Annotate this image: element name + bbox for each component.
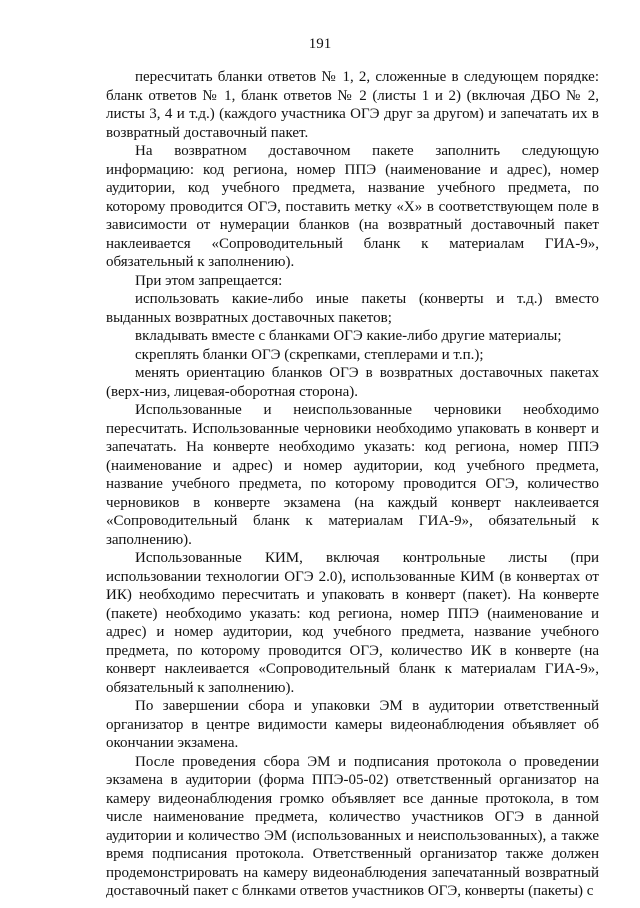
paragraph-prohibitions-heading: При этом запрещается: (135, 272, 283, 289)
paragraph-return-package-info: На возвратном доставочном пакете заполнить следующую информацию: код региона, номер ППЭ (наименование и адрес), номер аудитории, код учебного предмета, название учебного предмета, по которому проводится ОГЭ, поставить метку «X» в соответствующем поле в зависимости от нумерации бланков (на возвратный доставочный пакет наклеивается «Сопроводительный бланк к материалам ГИА-9», обязательный к заполнению). (106, 143, 599, 270)
paragraph-prohibition-staples: скреплять бланки ОГЭ (скрепками, степлерами и т.п.); (135, 346, 484, 363)
paragraph-used-kim: Использованные КИМ, включая контрольные листы (при использовании технологии ОГЭ 2.0), использованные КИМ (в конвертах от ИК) необходимо пересчитать и упаковать в конверт (пакет). На конверте (пакете) необходимо указать: код региона, номер ППЭ (наименование и адрес) и номер аудитории, код учебного предмета, название учебного предмета, по которому проводится ОГЭ, количество ИК в конверте (на конверт наклеивается «Сопроводительный бланк к материалам ГИА-9», обязательный к заполнению). (106, 550, 599, 696)
paragraph-drafts: Использованные и неиспользованные черновики необходимо пересчитать. Использованные черновики необходимо упаковать в конверт и запечатать. На конверте необходимо указать: код региона, номер ППЭ (наименование и адрес) и номер аудитории, код учебного предмета, название учебного предмета, по которому проводится ОГЭ, количество черновиков в конверте экзамена (на каждый конверт наклеивается «Сопроводительный бланк к материалам ГИА-9», обязательный к заполнению). (106, 402, 599, 548)
paragraph-exam-end: По завершении сбора и упаковки ЭМ в аудитории ответственный организатор в центре видимости камеры видеонаблюдения объявляет об окончании экзамена. (106, 698, 599, 751)
paragraph-recount-answer-forms: пересчитать бланки ответов № 1, 2, сложенные в следующем порядке: бланк ответов № 1, бланк ответов № 2 (листы 1 и 2) (включая ДБО № 2, листы 3, 4 и т.д.) (каждого участника ОГЭ друг за другом) и запечатать их в возвратный доставочный пакет. (106, 69, 599, 141)
document-body (106, 68, 599, 901)
paragraph-prohibition-orientation: менять ориентацию бланков ОГЭ в возвратных доставочных пакетах (верх-низ, лицевая-оборотная сторона). (106, 365, 599, 400)
paragraph-prohibition-other-packages: использовать какие-либо иные пакеты (конверты и т.д.) вместо выданных возвратных доставочных пакетов; (106, 291, 599, 326)
page-number: 191 (308, 36, 332, 52)
paragraph-prohibition-other-materials: вкладывать вместе с бланками ОГЭ какие-либо другие материалы; (135, 328, 562, 344)
paragraph-protocol-announcement: После проведения сбора ЭМ и подписания протокола о проведении экзамена в аудитории (форма ППЭ-05-02) ответственный организатор на камеру видеонаблюдения громко объявляет все данные протокола, в том числе наименование предмета, количество участников ОГЭ в данной аудитории и количество ЭМ (использованных и неиспользованных), а также время подписания протокола. Ответственный организатор также должен продемонстрировать на камеру видеонаблюдения запечатанный возвратный доставочный пакет с блнками ответов участников ОГЭ, конверты (пакеты) с (106, 753, 599, 899)
